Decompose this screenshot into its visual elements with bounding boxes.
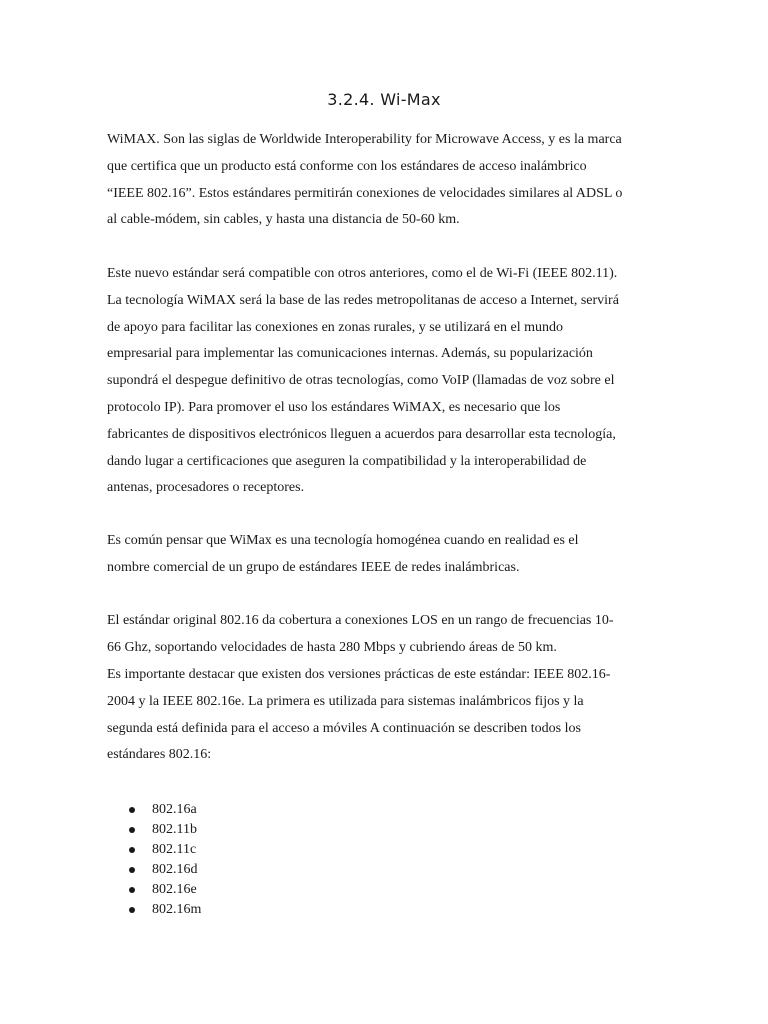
- bullet-icon: [129, 867, 135, 873]
- text-line: dando lugar a certificaciones que aseguren la compatibilidad y la interoperabilidad de: [107, 453, 587, 469]
- list-item: [125, 840, 201, 860]
- text-line: Es importante destacar que existen dos versiones prácticas de este estándar: IEEE 802.16-: [107, 667, 611, 682]
- bullet-icon: [129, 827, 135, 833]
- list-item-label: 802.11c: [152, 842, 197, 857]
- paragraph-homogeneous: [107, 528, 667, 582]
- text-line: al cable-módem, sin cables, y hasta una distancia de 50-60 km.: [107, 212, 460, 228]
- text-line: protocolo IP). Para promover el uso los estándares WiMAX, es necesario que los: [107, 399, 561, 415]
- paragraph-compatibility: [107, 261, 667, 502]
- text-line: estándares 802.16:: [107, 747, 212, 763]
- text-line: 2004 y la IEEE 802.16e. La primera es utilizada para sistemas inalámbricos fijos y la: [107, 693, 584, 709]
- text-line: empresarial para implementar las comunicaciones internas. Además, su popularización: [107, 346, 593, 362]
- list-item: [125, 900, 201, 920]
- list-item: [125, 820, 201, 840]
- list-item: [125, 880, 201, 900]
- list-item-label: 802.16d: [152, 862, 198, 877]
- text-line: WiMAX. Son las siglas de Worldwide Interoperability for Microwave Access, y es la marca: [107, 132, 622, 147]
- text-line: Es común pensar que WiMax es una tecnología homogénea cuando en realidad es el: [107, 533, 579, 548]
- list-item-label: 802.16m: [152, 902, 202, 917]
- paragraph-original-standard: [107, 608, 667, 662]
- text-line: nombre comercial de un grupo de estándares IEEE de redes inalámbricas.: [107, 559, 520, 575]
- text-line: de apoyo para facilitar las conexiones en zonas rurales, y se utilizará en el mundo: [107, 319, 563, 335]
- paragraph-versions: [107, 662, 667, 769]
- text-line: Este nuevo estándar será compatible con otros anteriores, como el de Wi-Fi (IEEE 802.11).: [107, 266, 618, 281]
- text-line: “IEEE 802.16”. Estos estándares permitirán conexiones de velocidades similares al ADSL o: [107, 185, 623, 201]
- text-line: 66 Ghz, soportando velocidades de hasta 280 Mbps y cubriendo áreas de 50 km.: [107, 639, 557, 655]
- section-title: 3.2.4. Wi-Max: [327, 90, 441, 109]
- list-item: [125, 800, 201, 820]
- text-line: El estándar original 802.16 da cobertura a conexiones LOS en un rango de frecuencias 10-: [107, 613, 614, 628]
- list-item-label: 802.16e: [152, 882, 197, 897]
- text-line: fabricantes de dispositivos electrónicos lleguen a acuerdos para desarrollar esta tecnología,: [107, 426, 616, 442]
- text-line: La tecnología WiMAX será la base de las redes metropolitanas de acceso a Internet, servirá: [107, 292, 619, 308]
- list-item-label: 802.16a: [152, 802, 197, 817]
- standards-list: [125, 800, 201, 920]
- bullet-icon: [129, 847, 135, 853]
- text-line: supondrá el despegue definitivo de otras tecnologías, como VoIP (llamadas de voz sobre el: [107, 373, 615, 389]
- list-item-label: 802.11b: [152, 822, 197, 837]
- text-line: antenas, procesadores o receptores.: [107, 480, 305, 496]
- text-line: que certifica que un producto está conforme con los estándares de acceso inalámbrico: [107, 158, 587, 174]
- bullet-icon: [129, 887, 135, 893]
- text-line: segunda está definida para el acceso a móviles A continuación se describen todos los: [107, 720, 581, 736]
- bullet-icon: [129, 907, 135, 913]
- list-item: [125, 860, 201, 880]
- paragraph-wimax-definition: [107, 127, 667, 234]
- bullet-icon: [129, 807, 135, 813]
